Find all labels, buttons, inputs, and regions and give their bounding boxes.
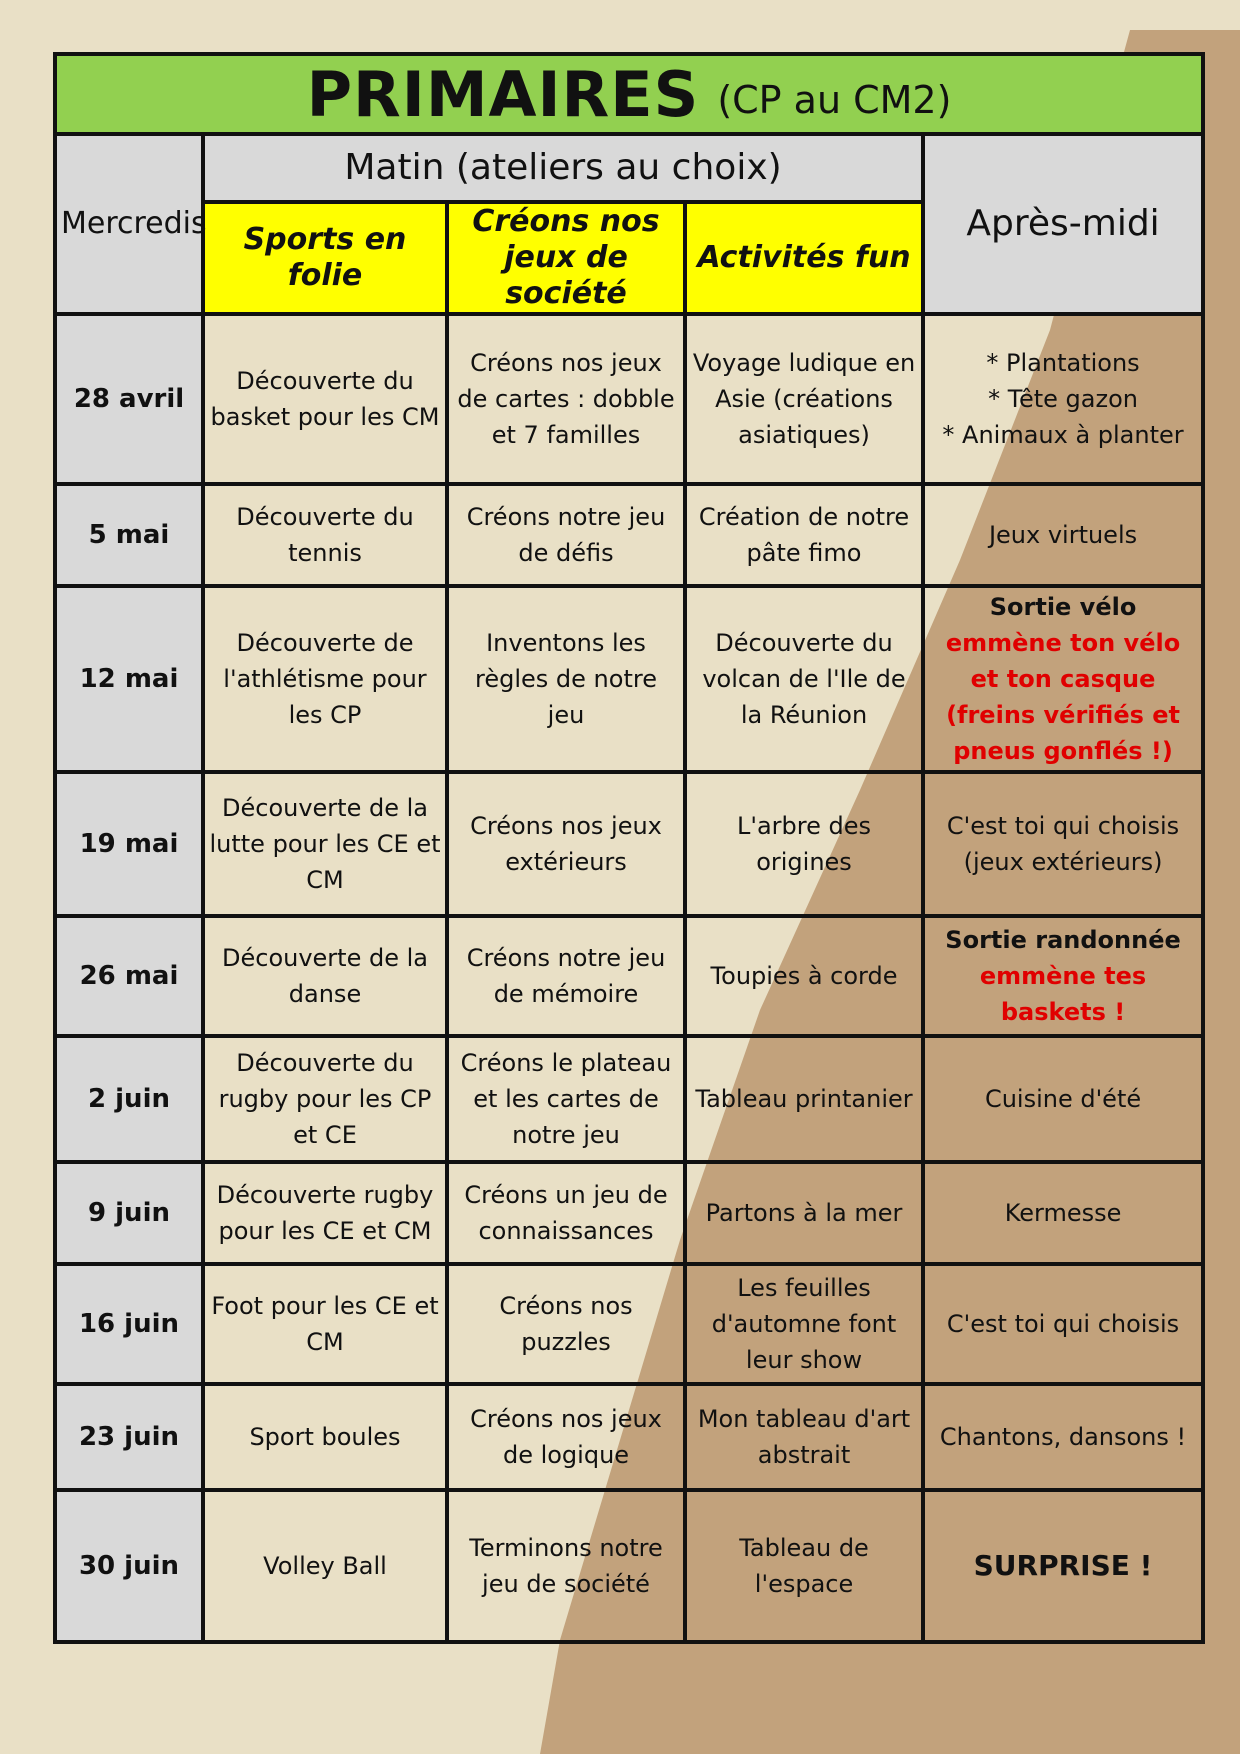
schedule-row (57, 1036, 1201, 1162)
schedule-body (57, 314, 1201, 1640)
cell-apres-midi: Kermesse (923, 1162, 1201, 1264)
cell-jeux: Créons nos jeux extérieurs (447, 772, 685, 916)
schedule-row (57, 1490, 1201, 1640)
header-apres-midi: Après-midi (923, 136, 1201, 314)
surprise-label: SURPRISE ! (973, 1549, 1153, 1582)
schedule-row (57, 484, 1201, 586)
cell-fun: Tableau de l'espace (685, 1490, 923, 1640)
schedule-row (57, 916, 1201, 1036)
schedule-row (57, 1162, 1201, 1264)
cell-sports: Découverte de l'athlétisme pour les CP (203, 586, 447, 772)
schedule-row (57, 314, 1201, 484)
row-date: 23 juin (57, 1384, 203, 1490)
cell-apres-midi (923, 916, 1201, 1036)
header-atelier-jeux: Créons nos jeux de société (447, 202, 685, 314)
cell-jeux: Créons un jeu de connaissances (447, 1162, 685, 1264)
cell-sports: Sport boules (203, 1384, 447, 1490)
outing-title: Sortie vélo (989, 593, 1137, 621)
cell-jeux: Terminons notre jeu de société (447, 1490, 685, 1640)
cell-apres-midi (923, 314, 1201, 484)
outing-note: emmène tes baskets ! (979, 962, 1147, 1026)
cell-jeux: Créons nos puzzles (447, 1264, 685, 1384)
cell-sports: Volley Ball (203, 1490, 447, 1640)
cell-fun: Découverte du volcan de l'Ile de la Réunion (685, 586, 923, 772)
apres-midi-item: * Plantations (986, 349, 1140, 377)
outing-title: Sortie randonnée (945, 926, 1181, 954)
cell-fun: Tableau printanier (685, 1036, 923, 1162)
row-date: 26 mai (57, 916, 203, 1036)
cell-fun: Toupies à corde (685, 916, 923, 1036)
cell-sports: Découverte du rugby pour les CP et CE (203, 1036, 447, 1162)
header-mercredis: Mercredis (57, 136, 203, 314)
cell-fun: Mon tableau d'art abstrait (685, 1384, 923, 1490)
apres-midi-item: * Animaux à planter (942, 421, 1184, 449)
row-date: 28 avril (57, 314, 203, 484)
row-date: 19 mai (57, 772, 203, 916)
outing-note: emmène ton vélo et ton casque (freins vérifiés et pneus gonflés !) (945, 629, 1181, 765)
title-banner (57, 56, 1201, 136)
cell-apres-midi: Cuisine d'été (923, 1036, 1201, 1162)
cell-apres-midi: Chantons, dansons ! (923, 1384, 1201, 1490)
schedule-table (57, 136, 1201, 1640)
row-date: 5 mai (57, 484, 203, 586)
row-date: 9 juin (57, 1162, 203, 1264)
row-date: 2 juin (57, 1036, 203, 1162)
cell-sports: Découverte du basket pour les CM (203, 314, 447, 484)
header-atelier-sports: Sports en folie (203, 202, 447, 314)
cell-apres-midi: C'est toi qui choisis (jeux extérieurs) (923, 772, 1201, 916)
schedule-frame (53, 52, 1205, 1644)
cell-apres-midi: C'est toi qui choisis (923, 1264, 1201, 1384)
page-subtitle: (CP au CM2) (717, 78, 952, 122)
cell-fun: Voyage ludique en Asie (créations asiatiques) (685, 314, 923, 484)
cell-jeux: Créons le plateau et les cartes de notre jeu (447, 1036, 685, 1162)
schedule-row (57, 772, 1201, 916)
cell-apres-midi (923, 1490, 1201, 1640)
cell-sports: Foot pour les CE et CM (203, 1264, 447, 1384)
cell-jeux: Créons nos jeux de logique (447, 1384, 685, 1490)
cell-jeux: Créons notre jeu de défis (447, 484, 685, 586)
cell-fun: Les feuilles d'automne font leur show (685, 1264, 923, 1384)
cell-fun: Création de notre pâte fimo (685, 484, 923, 586)
cell-jeux: Créons notre jeu de mémoire (447, 916, 685, 1036)
row-date: 30 juin (57, 1490, 203, 1640)
cell-fun: Partons à la mer (685, 1162, 923, 1264)
row-date: 16 juin (57, 1264, 203, 1384)
cell-apres-midi (923, 586, 1201, 772)
cell-jeux: Inventons les règles de notre jeu (447, 586, 685, 772)
schedule-row (57, 586, 1201, 772)
header-atelier-fun: Activités fun (685, 202, 923, 314)
header-matin: Matin (ateliers au choix) (203, 136, 923, 202)
apres-midi-item: * Tête gazon (988, 385, 1138, 413)
cell-fun: L'arbre des origines (685, 772, 923, 916)
cell-jeux: Créons nos jeux de cartes : dobble et 7 familles (447, 314, 685, 484)
cell-sports: Découverte de la lutte pour les CE et CM (203, 772, 447, 916)
row-date: 12 mai (57, 586, 203, 772)
cell-sports: Découverte du tennis (203, 484, 447, 586)
cell-sports: Découverte de la danse (203, 916, 447, 1036)
cell-apres-midi: Jeux virtuels (923, 484, 1201, 586)
cell-sports: Découverte rugby pour les CE et CM (203, 1162, 447, 1264)
schedule-row (57, 1384, 1201, 1490)
schedule-row (57, 1264, 1201, 1384)
page-title: PRIMAIRES (306, 57, 700, 131)
